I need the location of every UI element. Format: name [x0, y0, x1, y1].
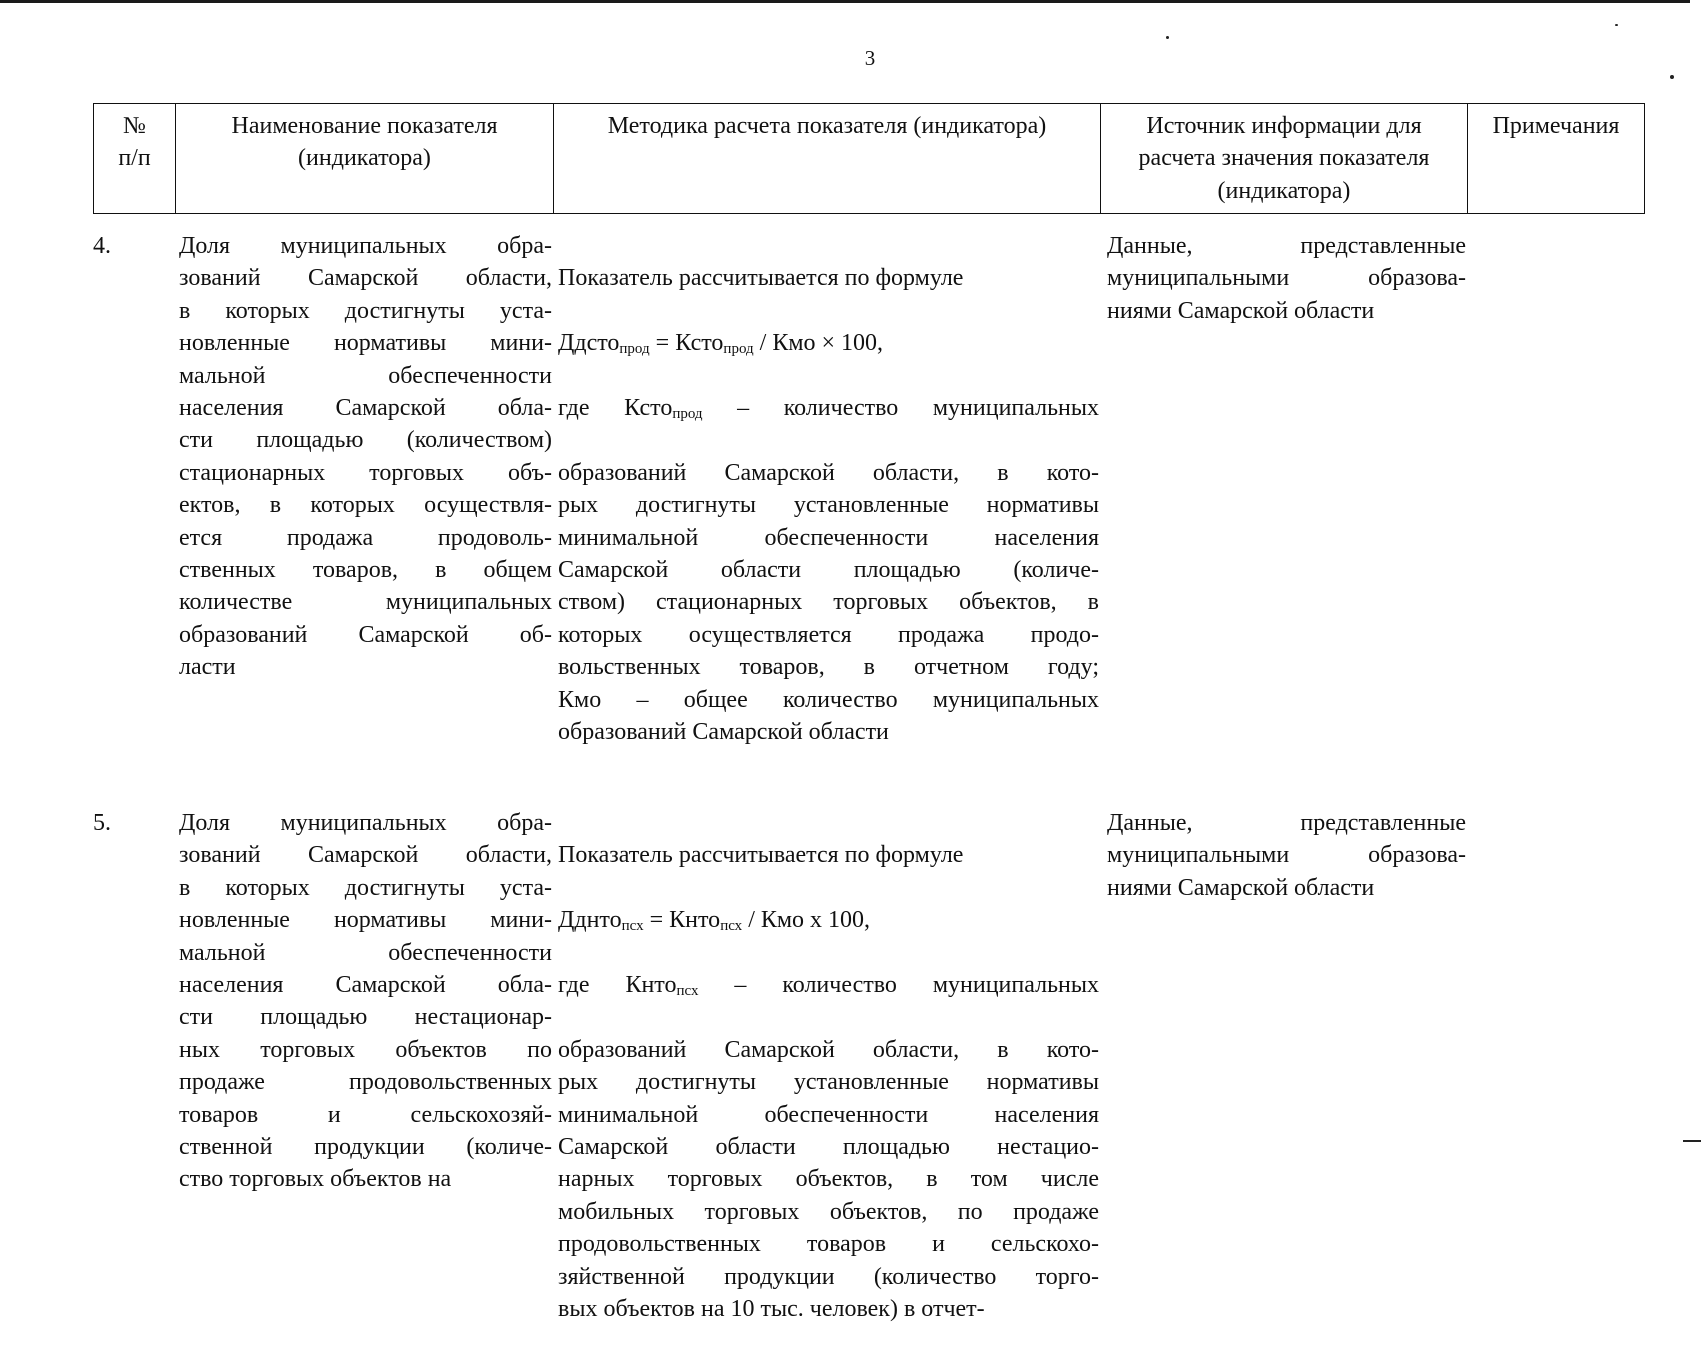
text-line: мобильных торговых объектов, по продаже: [558, 1198, 1099, 1225]
text-line: ниями Самарской области: [1107, 874, 1375, 901]
information-source: [1099, 807, 1466, 904]
text-line: новленные нормативы мини-: [179, 907, 552, 934]
header-col-method: Методика расчета показателя (индикатора): [554, 104, 1101, 214]
text-line: минимальной обеспеченности населения: [558, 1101, 1099, 1128]
calculation-method: [552, 230, 1099, 781]
scan-dash: [1683, 1140, 1701, 1142]
text-line: ственной продукции (количе-: [179, 1133, 552, 1160]
scan-speck: [1166, 36, 1169, 39]
row-number: 4.: [93, 233, 111, 259]
method-formula: Ддсто$_{прод}$ = Ксто$_{прод}$ / Кмо × 100,: [558, 330, 884, 358]
text-line: в которых достигнуты уста-: [179, 297, 552, 324]
text-line: зований Самарской области,: [179, 265, 552, 292]
information-source: [1099, 230, 1466, 327]
method-body: [558, 457, 1099, 749]
method-where: где Кнто$_{псх}$ – количество муниципальных: [558, 971, 1099, 999]
text-line: образований Самарской об-: [179, 621, 552, 648]
method-intro: Показатель рассчитывается по формуле: [558, 265, 964, 292]
table-header: [93, 103, 1645, 214]
text-line: минимальной обеспеченности населения: [558, 524, 1099, 551]
text-line: Данные, представленные: [1107, 233, 1466, 259]
method-intro: Показатель рассчитывается по формуле: [558, 842, 964, 869]
text-line: ласти: [179, 654, 236, 681]
page-number: 3: [864, 46, 876, 70]
text-line: сти площадью нестационар-: [179, 1004, 552, 1031]
calculation-method: [552, 807, 1099, 1358]
text-line: образований Самарской области, в кото-: [558, 1036, 1099, 1063]
text-line: вольственных товаров, в отчетном году;: [558, 654, 1099, 681]
text-line: мальной обеспеченности: [179, 939, 552, 966]
text-line: новленные нормативы мини-: [179, 330, 552, 357]
text-line: ственных товаров, в общем: [179, 557, 552, 584]
text-line: Доля муниципальных обра-: [179, 809, 552, 836]
scan-top-edge: [0, 0, 1690, 3]
table-body: [93, 230, 1644, 1358]
text-line: Самарской области площадью нестацио-: [558, 1133, 1099, 1160]
header-col-number: № п/п: [94, 104, 176, 214]
text-line: ектов, в которых осуществля-: [179, 492, 552, 519]
scan-speck: [1670, 75, 1674, 79]
table-row: [93, 807, 1644, 1358]
header-col-source: Источник информации для расчета значения показателя (индикатора): [1101, 104, 1468, 214]
text-line: мальной обеспеченности: [179, 362, 552, 389]
indicator-name: [171, 807, 552, 1196]
text-line: в которых достигнуты уста-: [179, 874, 552, 901]
text-line: ниями Самарской области: [1107, 297, 1375, 324]
text-line: сти площадью (количеством): [179, 427, 552, 454]
text-line: стационарных торговых объ-: [179, 459, 552, 486]
text-line: муниципальными образова-: [1107, 842, 1466, 869]
text-line: Доля муниципальных обра-: [179, 233, 552, 259]
text-line: ством) стационарных торговых объектов, в: [558, 589, 1099, 616]
method-where: где Ксто$_{прод}$ – количество муниципальных: [558, 395, 1100, 423]
table-row: [93, 230, 1644, 781]
row-number: 5.: [93, 809, 111, 836]
text-line: образований Самарской области: [558, 719, 889, 746]
text-line: зований Самарской области,: [179, 842, 552, 869]
text-line: населения Самарской обла-: [179, 395, 552, 422]
text-line: рых достигнуты установленные нормативы: [558, 1069, 1099, 1096]
text-line: рых достигнуты установленные нормативы: [558, 492, 1099, 519]
text-line: количестве муниципальных: [179, 589, 552, 616]
text-line: населения Самарской обла-: [179, 971, 552, 998]
text-line: Самарской области площадью (количе-: [558, 557, 1099, 584]
text-line: ных торговых объектов по: [179, 1036, 552, 1063]
text-line: нарных торговых объектов, в том числе: [558, 1166, 1099, 1193]
text-line: вых объектов на 10 тыс. человек) в отчет-: [558, 1296, 985, 1322]
method-formula: Дднто$_{псх}$ = Кнто$_{псх}$ / Кмо х 100,: [558, 907, 871, 935]
text-line: ство торговых объектов на: [179, 1166, 452, 1193]
text-line: которых осуществляется продажа продо-: [558, 621, 1099, 648]
text-line: продаже продовольственных: [179, 1069, 552, 1096]
text-line: муниципальными образова-: [1107, 265, 1466, 292]
text-line: ется продажа продоволь-: [179, 524, 552, 551]
method-body: [558, 1034, 1099, 1326]
text-line: продовольственных товаров и сельскохо-: [558, 1231, 1099, 1258]
text-line: Кмо – общее количество муниципальных: [558, 686, 1099, 713]
text-line: Данные, представленные: [1107, 809, 1466, 836]
text-line: товаров и сельскохозяй-: [179, 1101, 552, 1128]
header-col-notes: Примечания: [1468, 104, 1645, 214]
scan-speck: [1615, 24, 1618, 26]
text-line: образований Самарской области, в кото-: [558, 459, 1099, 486]
indicator-name: [171, 230, 552, 684]
text-line: зяйственной продукции (количество торго-: [558, 1263, 1099, 1290]
header-col-name: Наименование показателя (индикатора): [176, 104, 554, 214]
